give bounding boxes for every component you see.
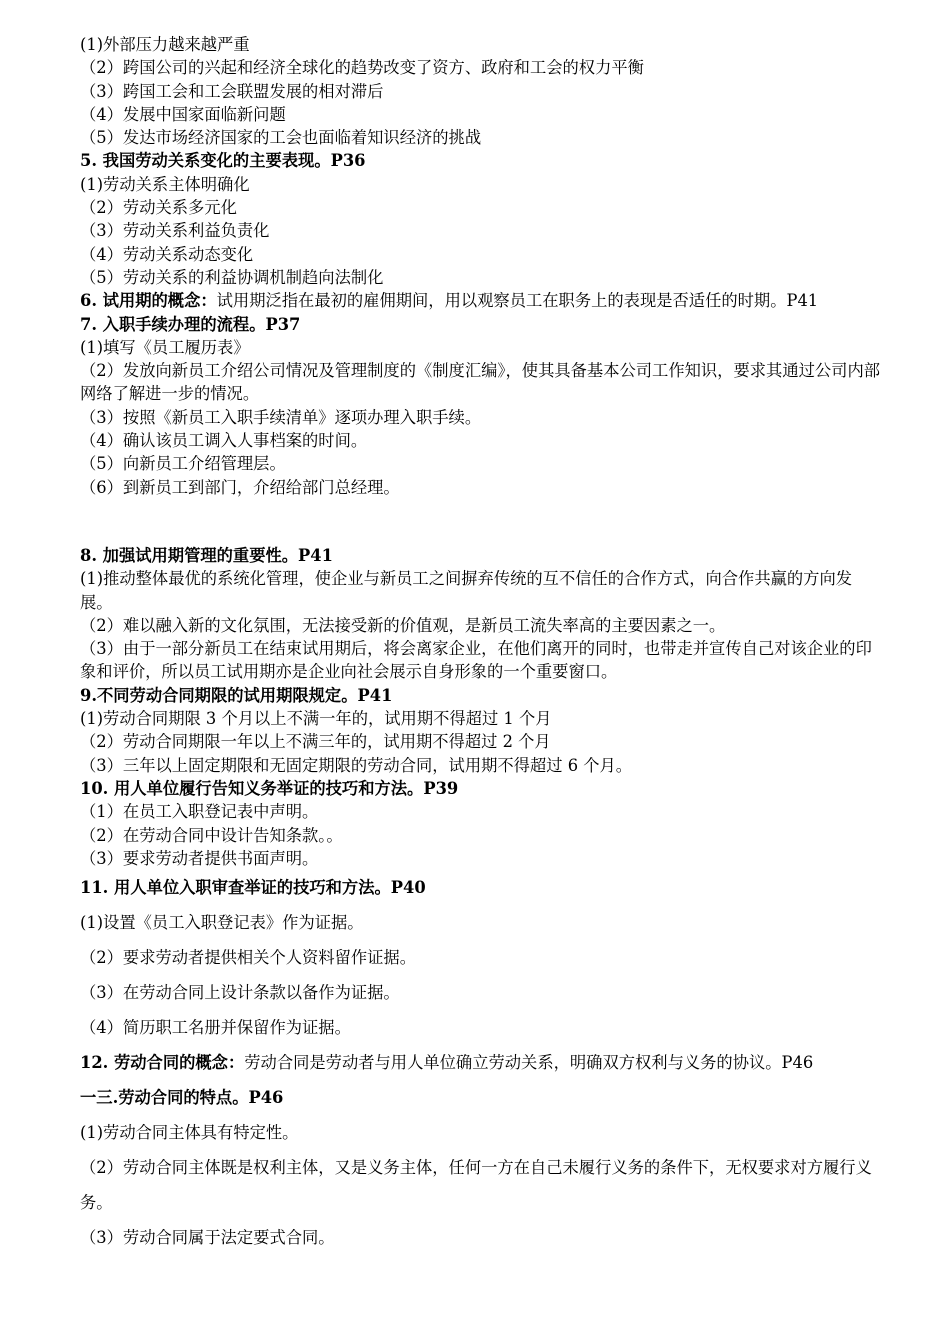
section-heading: 5. 我国劳动关系变化的主要表现。P36 [80, 151, 366, 171]
list-item: （3）三年以上固定期限和无固定期限的劳动合同，试用期不得超过 6 个月。 [80, 755, 633, 775]
list-item: （2）劳动合同主体既是权利主体，又是义务主体，任何一方在自己未履行义务的条件下，无权要求对方履行义务。 [80, 1158, 872, 1213]
section-heading: 11. 用人单位入职审查举证的技巧和方法。P40 [80, 878, 426, 898]
definition-paragraph [80, 1045, 880, 1080]
list-item: （5）发达市场经济国家的工会也面临着知识经济的挑战 [80, 128, 482, 148]
list-item: （2）发放向新员工介绍公司情况及管理制度的《制度汇编》，使其具备基本公司工作知识，要求其通过公司内部网络了解进一步的情况。 [80, 361, 881, 404]
section-heading: 10. 用人单位履行告知义务举证的技巧和方法。P39 [80, 778, 459, 798]
list-item: （3）按照《新员工入职手续清单》逐项办理入职手续。 [80, 407, 482, 427]
list-item: （3）劳动合同属于法定要式合同。 [80, 1228, 335, 1248]
list-item: （2）劳动合同期限一年以上不满三年的，试用期不得超过 2 个月 [80, 732, 551, 752]
list-item: （2）在劳动合同中设计告知条款。。 [80, 825, 343, 845]
section-heading: 6. 试用期的概念： [80, 291, 217, 311]
list-item: (1)设置《员工入职登记表》作为证据。 [80, 913, 364, 933]
document-page [80, 33, 880, 1255]
list-item: (1)劳动关系主体明确化 [80, 174, 250, 194]
section-heading: 9.不同劳动合同期限的试用期限规定。P41 [80, 685, 393, 705]
list-item: (1)劳动合同主体具有特定性。 [80, 1123, 299, 1143]
list-item: （6）到新员工到部门，介绍给部门总经理。 [80, 477, 400, 497]
definition-text: 试用期泛指在最初的雇佣期间，用以观察员工在职务上的表现是否适任的时期。P41 [216, 291, 819, 311]
list-item: （5）劳动关系的利益协调机制趋向法制化 [80, 267, 384, 287]
list-item: （4）确认该员工调入人事档案的时间。 [80, 431, 368, 451]
list-item: （3）劳动关系利益负责化 [80, 221, 270, 241]
list-item: （2）跨国公司的兴起和经济全球化的趋势改变了资方、政府和工会的权力平衡 [80, 58, 644, 78]
section-heading: 8. 加强试用期管理的重要性。P41 [80, 545, 333, 565]
list-item: (1)推动整体最优的系统化管理，使企业与新员工之间摒弃传统的互不信任的合作方式，向合作共赢的方向发展。 [80, 569, 853, 612]
section-heading: 一三.劳动合同的特点。P46 [80, 1088, 284, 1108]
list-item: （1）在员工入职登记表中声明。 [80, 802, 319, 822]
list-item: (1)外部压力越来越严重 [80, 35, 250, 54]
section-heading: 7. 入职手续办理的流程。P37 [80, 314, 301, 334]
section-heading: 12. 劳动合同的概念： [80, 1053, 245, 1073]
definition-paragraph [80, 289, 880, 312]
list-item: (1)劳动合同期限 3 个月以上不满一年的，试用期不得超过 1 个月 [80, 709, 552, 729]
list-item: （2）劳动关系多元化 [80, 198, 237, 218]
list-item: （3）在劳动合同上设计条款以备作为证据。 [80, 983, 400, 1003]
list-item: （5）向新员工介绍管理层。 [80, 454, 286, 474]
list-item: （3）要求劳动者提供书面声明。 [80, 848, 319, 868]
list-item: （3）跨国工会和工会联盟发展的相对滞后 [80, 81, 384, 101]
list-item: （4）发展中国家面临新问题 [80, 104, 286, 124]
list-item: （3）由于一部分新员工在结束试用期后，将会离家企业，在他们离开的同时，也带走并宣传自己对该企业的印象和评价，所以员工试用期亦是企业向社会展示自身形象的一个重要窗口。 [80, 639, 872, 682]
blank-space [80, 499, 880, 544]
list-item: （2）难以融入新的文化氛围，无法接受新的价值观，是新员工流失率高的主要因素之一。 [80, 615, 726, 635]
definition-text: 劳动合同是劳动者与用人单位确立劳动关系，明确双方权利与义务的协议。P46 [244, 1053, 814, 1073]
list-item: （4）劳动关系动态变化 [80, 244, 254, 264]
list-item: (1)填写《员工履历表》 [80, 337, 250, 357]
wide-spaced-section [80, 870, 880, 1255]
list-item: （4）简历职工名册并保留作为证据。 [80, 1018, 351, 1038]
list-item: （2）要求劳动者提供相关个人资料留作证据。 [80, 948, 416, 968]
